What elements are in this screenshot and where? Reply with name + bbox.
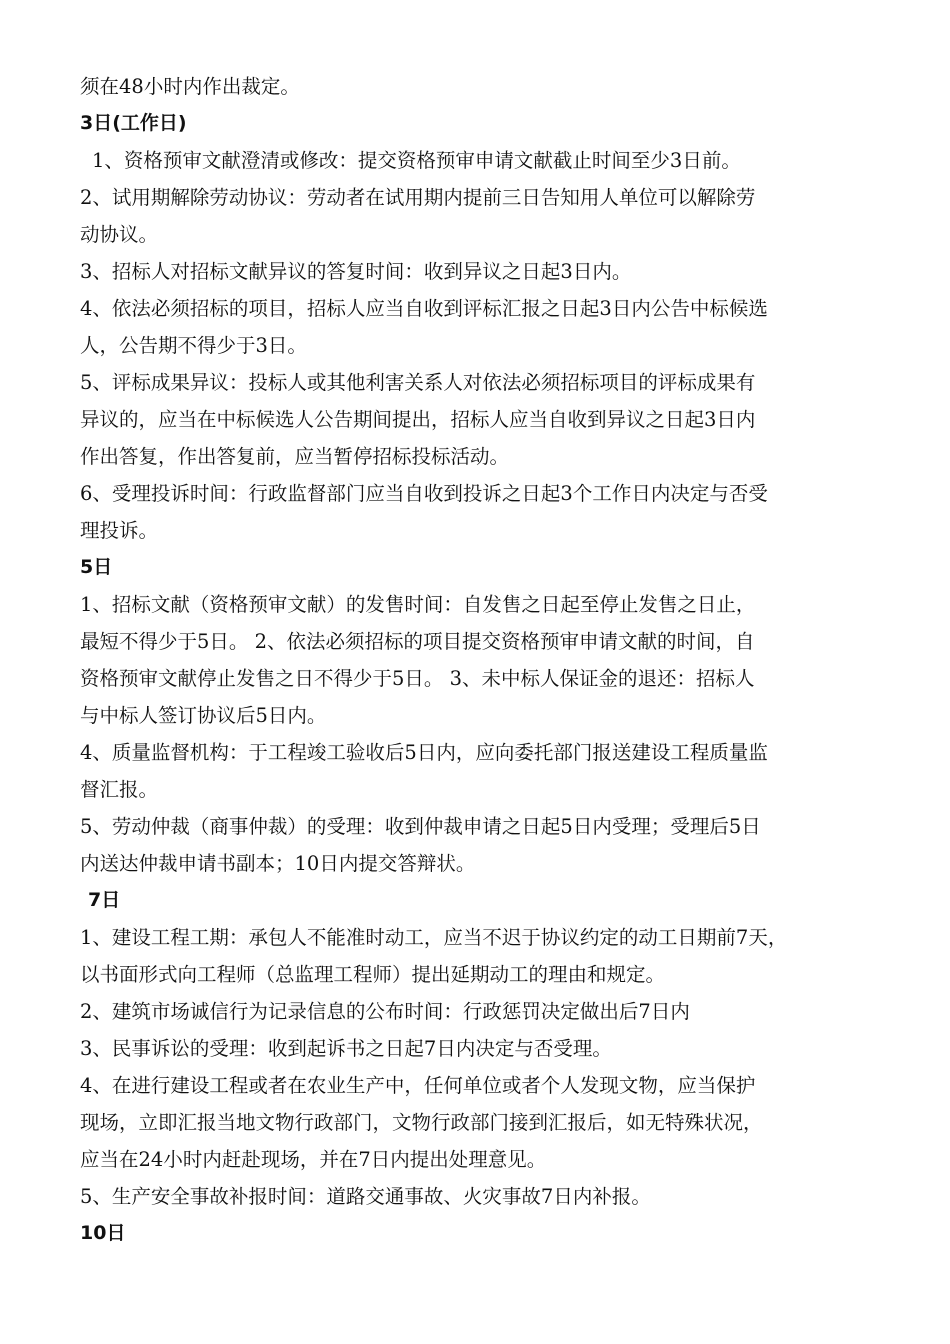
text-line: 5、评标成果异议：投标人或其他利害关系人对依法必须招标项目的评标成果有 <box>80 371 756 394</box>
text-line: 3、招标人对招标文献异议的答复时间：收到异议之日起3日内。 <box>80 260 632 283</box>
text-line: 内送达仲裁申请书副本；10日内提交答辩状。 <box>80 852 476 875</box>
text-line: 1、建设工程工期：承包人不能准时动工，应当不迟于协议约定的动工日期前7天， <box>80 926 788 949</box>
text-line: 动协议。 <box>80 223 159 246</box>
text-line: 现场，立即汇报当地文物行政部门，文物行政部门接到汇报后，如无特殊状况， <box>80 1111 763 1134</box>
text-line: 1、资格预审文献澄清或修改：提交资格预审申请文献截止时间至少3日前。 <box>92 149 741 172</box>
document-body <box>80 68 880 1252</box>
text-line: 异议的，应当在中标候选人公告期间提出，招标人应当自收到异议之日起3日内 <box>80 408 756 431</box>
text-line: 作出答复，作出答复前，应当暂停招标投标活动。 <box>80 445 510 468</box>
text-line: 应当在24小时内赶赴现场，并在7日内提出处理意见。 <box>80 1148 547 1171</box>
section-heading: 10日 <box>80 1222 126 1244</box>
text-line: 5、生产安全事故补报时间：道路交通事故、火灾事故7日内补报。 <box>80 1185 651 1208</box>
text-line: 6、受理投诉时间：行政监督部门应当自收到投诉之日起3个工作日内决定与否受 <box>80 482 768 505</box>
text-line: 2、试用期解除劳动协议：劳动者在试用期内提前三日告知用人单位可以解除劳 <box>80 186 756 209</box>
section-heading: 5日 <box>80 556 113 578</box>
text-line: 2、建筑市场诚信行为记录信息的公布时间：行政惩罚决定做出后7日内 <box>80 1000 690 1023</box>
text-line: 以书面形式向工程师（总监理工程师）提出延期动工的理由和规定。 <box>80 963 666 986</box>
text-line: 最短不得少于5日。 2、依法必须招标的项目提交资格预审申请文献的时间，自 <box>80 630 755 653</box>
text-line: 督汇报。 <box>80 778 159 801</box>
text-line: 4、依法必须招标的项目，招标人应当自收到评标汇报之日起3日内公告中标候选 <box>80 297 768 320</box>
section-heading: 7日 <box>88 889 121 911</box>
text-line: 4、在进行建设工程或者在农业生产中，任何单位或者个人发现文物，应当保护 <box>80 1074 756 1097</box>
text-line: 5、劳动仲裁（商事仲裁）的受理：收到仲裁申请之日起5日内受理；受理后5日 <box>80 815 761 838</box>
text-line: 人，公告期不得少于3日。 <box>80 334 307 357</box>
text-line: 1、招标文献（资格预审文献）的发售时间：自发售之日起至停止发售之日止， <box>80 593 756 616</box>
text-line: 4、质量监督机构：于工程竣工验收后5日内，应向委托部门报送建设工程质量监 <box>80 741 768 764</box>
section-heading: 3日(工作日) <box>80 112 187 134</box>
text-line: 3、民事诉讼的受理：收到起诉书之日起7日内决定与否受理。 <box>80 1037 612 1060</box>
text-line: 理投诉。 <box>80 519 159 542</box>
text-line: 须在48小时内作出裁定。 <box>80 75 300 98</box>
text-line: 与中标人签订协议后5日内。 <box>80 704 327 727</box>
text-line: 资格预审文献停止发售之日不得少于5日。 3、未中标人保证金的退还：招标人 <box>80 667 755 690</box>
